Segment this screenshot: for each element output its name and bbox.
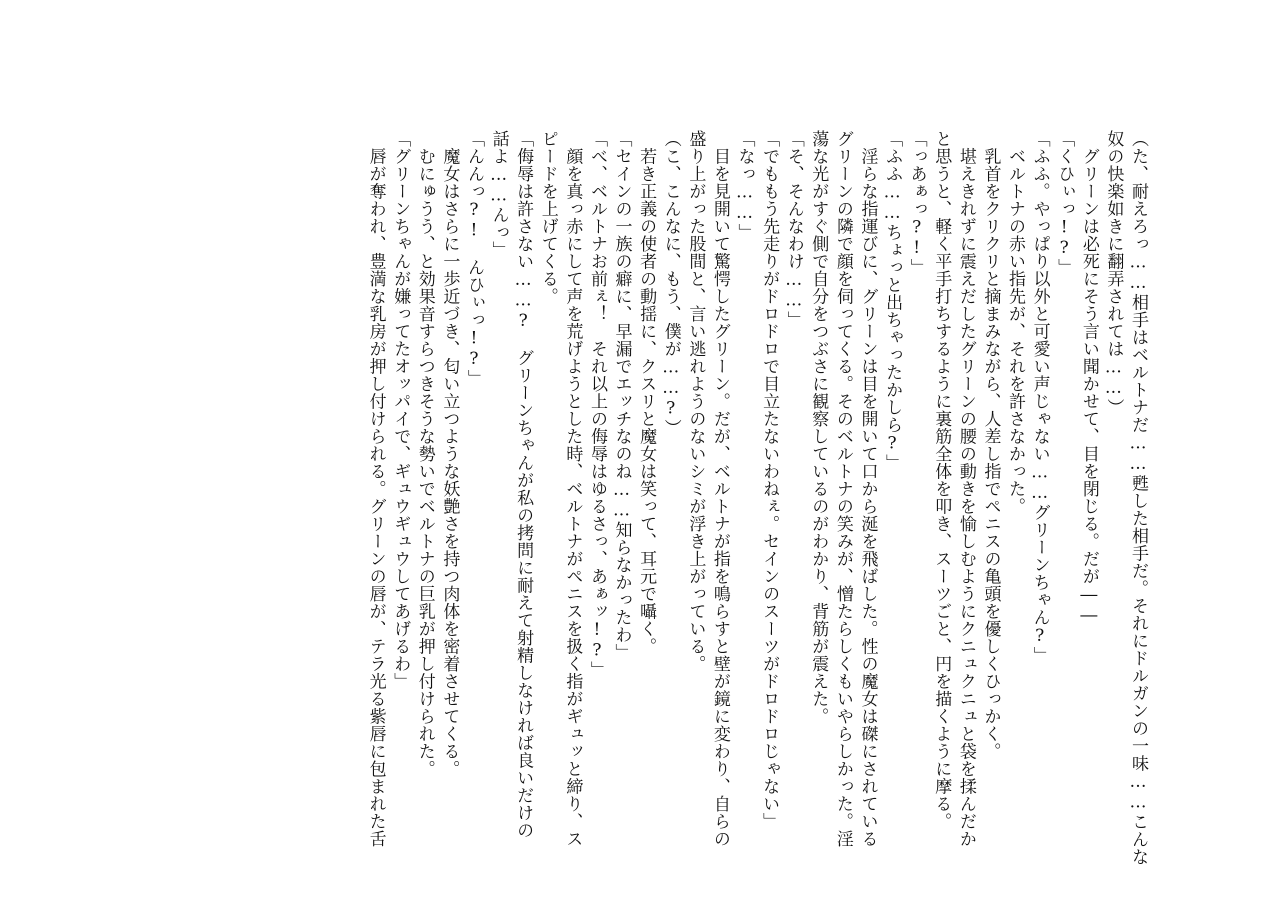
text-line: ピードを上げてくる。 — [537, 130, 558, 305]
text-line: 話よ……んっ」 — [488, 130, 509, 259]
text-line: むにゅうう、と効果音すらつきそうな勢いでベルトナの巨乳が押し付けられた。 — [414, 130, 435, 778]
text-line: 奴の快楽如きに翻弄されては……） — [1103, 130, 1124, 416]
text-line: 盛り上がった股間と、言い逃れようのないシミが浮き上がっている。 — [685, 130, 706, 673]
text-line: 「ふふ……ちょっと出ちゃったかしら?」 — [882, 130, 903, 472]
text-line: 淫らな指運びに、グリーンは目を開いて口から涎を飛ばした。性の魔女は磔にされている — [857, 130, 878, 848]
text-line: 「んんっ?! んひぃっ!?」 — [463, 130, 484, 387]
text-line: 唇が奪われ、豊満な乳房が押し付けられる。グリーンの唇が、テラ光る紫唇に包まれた舌 — [365, 130, 386, 848]
text-line: （た、耐えろっ……相手はベルトナだ……甦した相手だ。それにドルガンの一味……こんな — [1128, 130, 1148, 866]
text-line: 「セインの一族の癖に、早漏でエッチなのね……知らなかったわ」 — [611, 130, 632, 661]
text-line: グリーンは必死にそう言い聞かせて、目を閉じる。だが―― — [1078, 130, 1099, 626]
text-line: 堪えきれずに震えだしたグリーンの腰の動きを愉しむようにクニュクニュと袋を揉んだか — [955, 130, 976, 848]
text-line: 「っあぁっ?!」 — [906, 130, 927, 276]
vertical-text-body — [363, 130, 1150, 866]
text-line: 「なっ……」 — [734, 130, 755, 241]
text-line: 目を見開いて驚愕したグリーン。だが、ベルトナが指を鳴らすと壁が鏡に変わり、自らの — [709, 130, 730, 848]
text-line: 「そ、そんなわけ……」 — [783, 130, 804, 329]
text-line: 「でももう先走りがドロドロで目立たないわねぇ。セインのスーツがドロドロじゃない」 — [759, 130, 780, 830]
text-line: 「ふふ。やっぱり以外と可愛い声じゃない……グリーンちゃん?」 — [1029, 130, 1050, 664]
text-line: 「くひぃっ!?」 — [1054, 130, 1075, 276]
text-line: 若き正義の使者の動揺に、クスリと魔女は笑って、耳元で囁く。 — [636, 130, 657, 655]
text-line: （こ、こんなに、もう、僕が……?） — [660, 130, 681, 437]
text-line: 乳首をクリクリと摘まみながら、人差し指でペニスの亀頭を優しくひっかく。 — [980, 130, 1001, 760]
text-line: と思うと、軽く平手打ちするように裏筋全体を叩き、スーツごと、円を描くように摩る。 — [931, 130, 952, 830]
text-line: 魔女はさらに一歩近づき、匂い立つような妖艶さを持つ肉体を密着させてくる。 — [439, 130, 460, 778]
text-line: グリーンの隣で顔を伺ってくる。そのベルトナの笑みが、憎たらしくもいやらしかった。淫 — [832, 130, 853, 848]
text-line: 顔を真っ赤にして声を荒げようとした時、ベルトナがペニスを扱く指がギュッと締り、ス — [562, 130, 583, 848]
text-line: 「グリーンちゃんが嫌ってたオッパイで、ギュウギュウしてあげるわ」 — [390, 130, 411, 690]
text-line: 蕩な光がすぐ側で自分をつぶさに観察しているのがわかり、背筋が震えた。 — [808, 130, 829, 725]
text-line: 「侮辱は許さない……? グリーンちゃんが私の拷問に耐えて射精しなければ良いだけの — [513, 130, 534, 839]
text-line: ベルトナの赤い指先が、それを許さなかった。 — [1005, 130, 1026, 515]
text-line: 「べ、ベルトナお前ぇ！ それ以上の侮辱はゆるさっ、あぁッ!?」 — [586, 130, 607, 679]
